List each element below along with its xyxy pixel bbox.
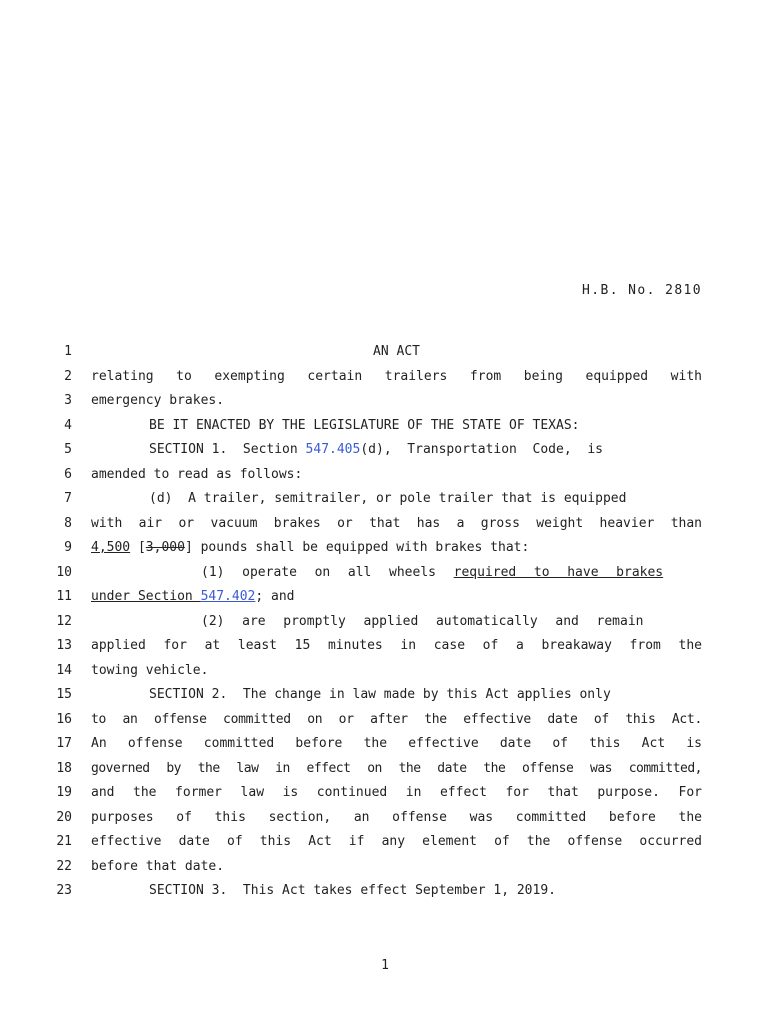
line-segment: [ [130,540,146,555]
line-text [91,440,760,460]
document-line [0,514,770,534]
enacting-clause: BE IT ENACTED BY THE LEGISLATURE OF THE STATE OF TEXAS: [149,418,580,433]
document-line [0,710,770,730]
line-text: with air or vacuum brakes or that has a gross weight heavier than [91,516,702,531]
inserted-text: 4,500 [91,540,131,555]
line-number: 14 [56,663,72,678]
line-text: amended to read as follows: [91,467,303,482]
line-segment: ] pounds shall be equipped with brakes that: [184,540,530,555]
line-segment: (1) operate on all wheels [201,565,454,580]
line-text: An offense committed before the effective date of this Act is [91,736,702,751]
document-line [0,857,770,877]
line-number: 10 [56,565,72,580]
line-text [91,587,702,607]
document-line [0,367,770,387]
line-number: 2 [64,369,72,384]
line-number: 17 [56,736,72,751]
document-line [0,661,770,681]
line-number: 12 [56,614,72,629]
document-line [0,734,770,754]
section-link-547-402[interactable]: 547.402 [200,589,256,604]
line-number: 19 [56,785,72,800]
document-line [0,808,770,828]
section-link-547-405[interactable]: 547.405 [305,442,361,457]
document-line [0,489,770,509]
document-line [0,759,770,779]
line-number: 21 [56,834,72,849]
bill-number: H.B. No. 2810 [582,283,702,298]
line-number: 7 [64,491,72,506]
document-line [0,440,770,460]
line-number: 15 [56,687,72,702]
line-number: 8 [64,516,72,531]
document-line [0,465,770,485]
line-text [91,538,702,558]
line-text: (d) A trailer, semitrailer, or pole trailer that is equipped [149,491,627,506]
document-line [0,636,770,656]
line-segment: (d), Transportation Code, is [360,442,603,457]
document-line [0,612,770,632]
document-line [0,342,770,362]
line-text: towing vehicle. [91,663,209,678]
document-line [0,391,770,411]
line-segment: SECTION 1. Section [149,442,306,457]
deleted-text: 3,000 [145,540,185,555]
document-line [0,783,770,803]
line-text: SECTION 3. This Act takes effect September 1, 2019. [149,883,556,898]
line-number: 16 [56,712,72,727]
document-line [0,685,770,705]
line-segment: ; and [255,589,295,604]
inserted-text: under Section [91,589,201,604]
page-number: 1 [381,958,389,973]
line-text [91,563,770,583]
line-text: SECTION 2. The change in law made by this Act applies only [149,687,611,702]
line-text: before that date. [91,859,225,874]
line-number: 3 [64,393,72,408]
line-text: and the former law is continued in effect for that purpose. For [91,785,702,800]
line-number: 20 [56,810,72,825]
line-text: effective date of this Act if any element of the offense occurred [91,834,702,849]
line-number: 6 [64,467,72,482]
line-number: 4 [64,418,72,433]
document-line [0,538,770,558]
line-text: governed by the law in effect on the date the offense was committed, [91,761,702,776]
line-number: 18 [56,761,72,776]
document-line [0,832,770,852]
line-number: 23 [56,883,72,898]
document-line [0,563,770,583]
document-line [0,416,770,436]
line-text: to an offense committed on or after the effective date of this Act. [91,712,702,727]
line-number: 5 [64,442,72,457]
inserted-text: required to have brakes [453,565,664,580]
line-number: 11 [56,589,72,604]
document-line [0,881,770,901]
act-title: AN ACT [373,344,420,359]
line-text: (2) are promptly applied automatically and remain [201,614,644,629]
line-text: applied for at least 15 minutes in case of a breakaway from the [91,638,702,653]
line-text: emergency brakes. [91,393,225,408]
line-number: 9 [64,540,72,555]
line-number: 22 [56,859,72,874]
line-number: 1 [64,344,72,359]
line-text: relating to exempting certain trailers from being equipped with [91,369,702,384]
line-number: 13 [56,638,72,653]
line-text: purposes of this section, an offense was committed before the [91,810,702,825]
document-line [0,587,770,607]
